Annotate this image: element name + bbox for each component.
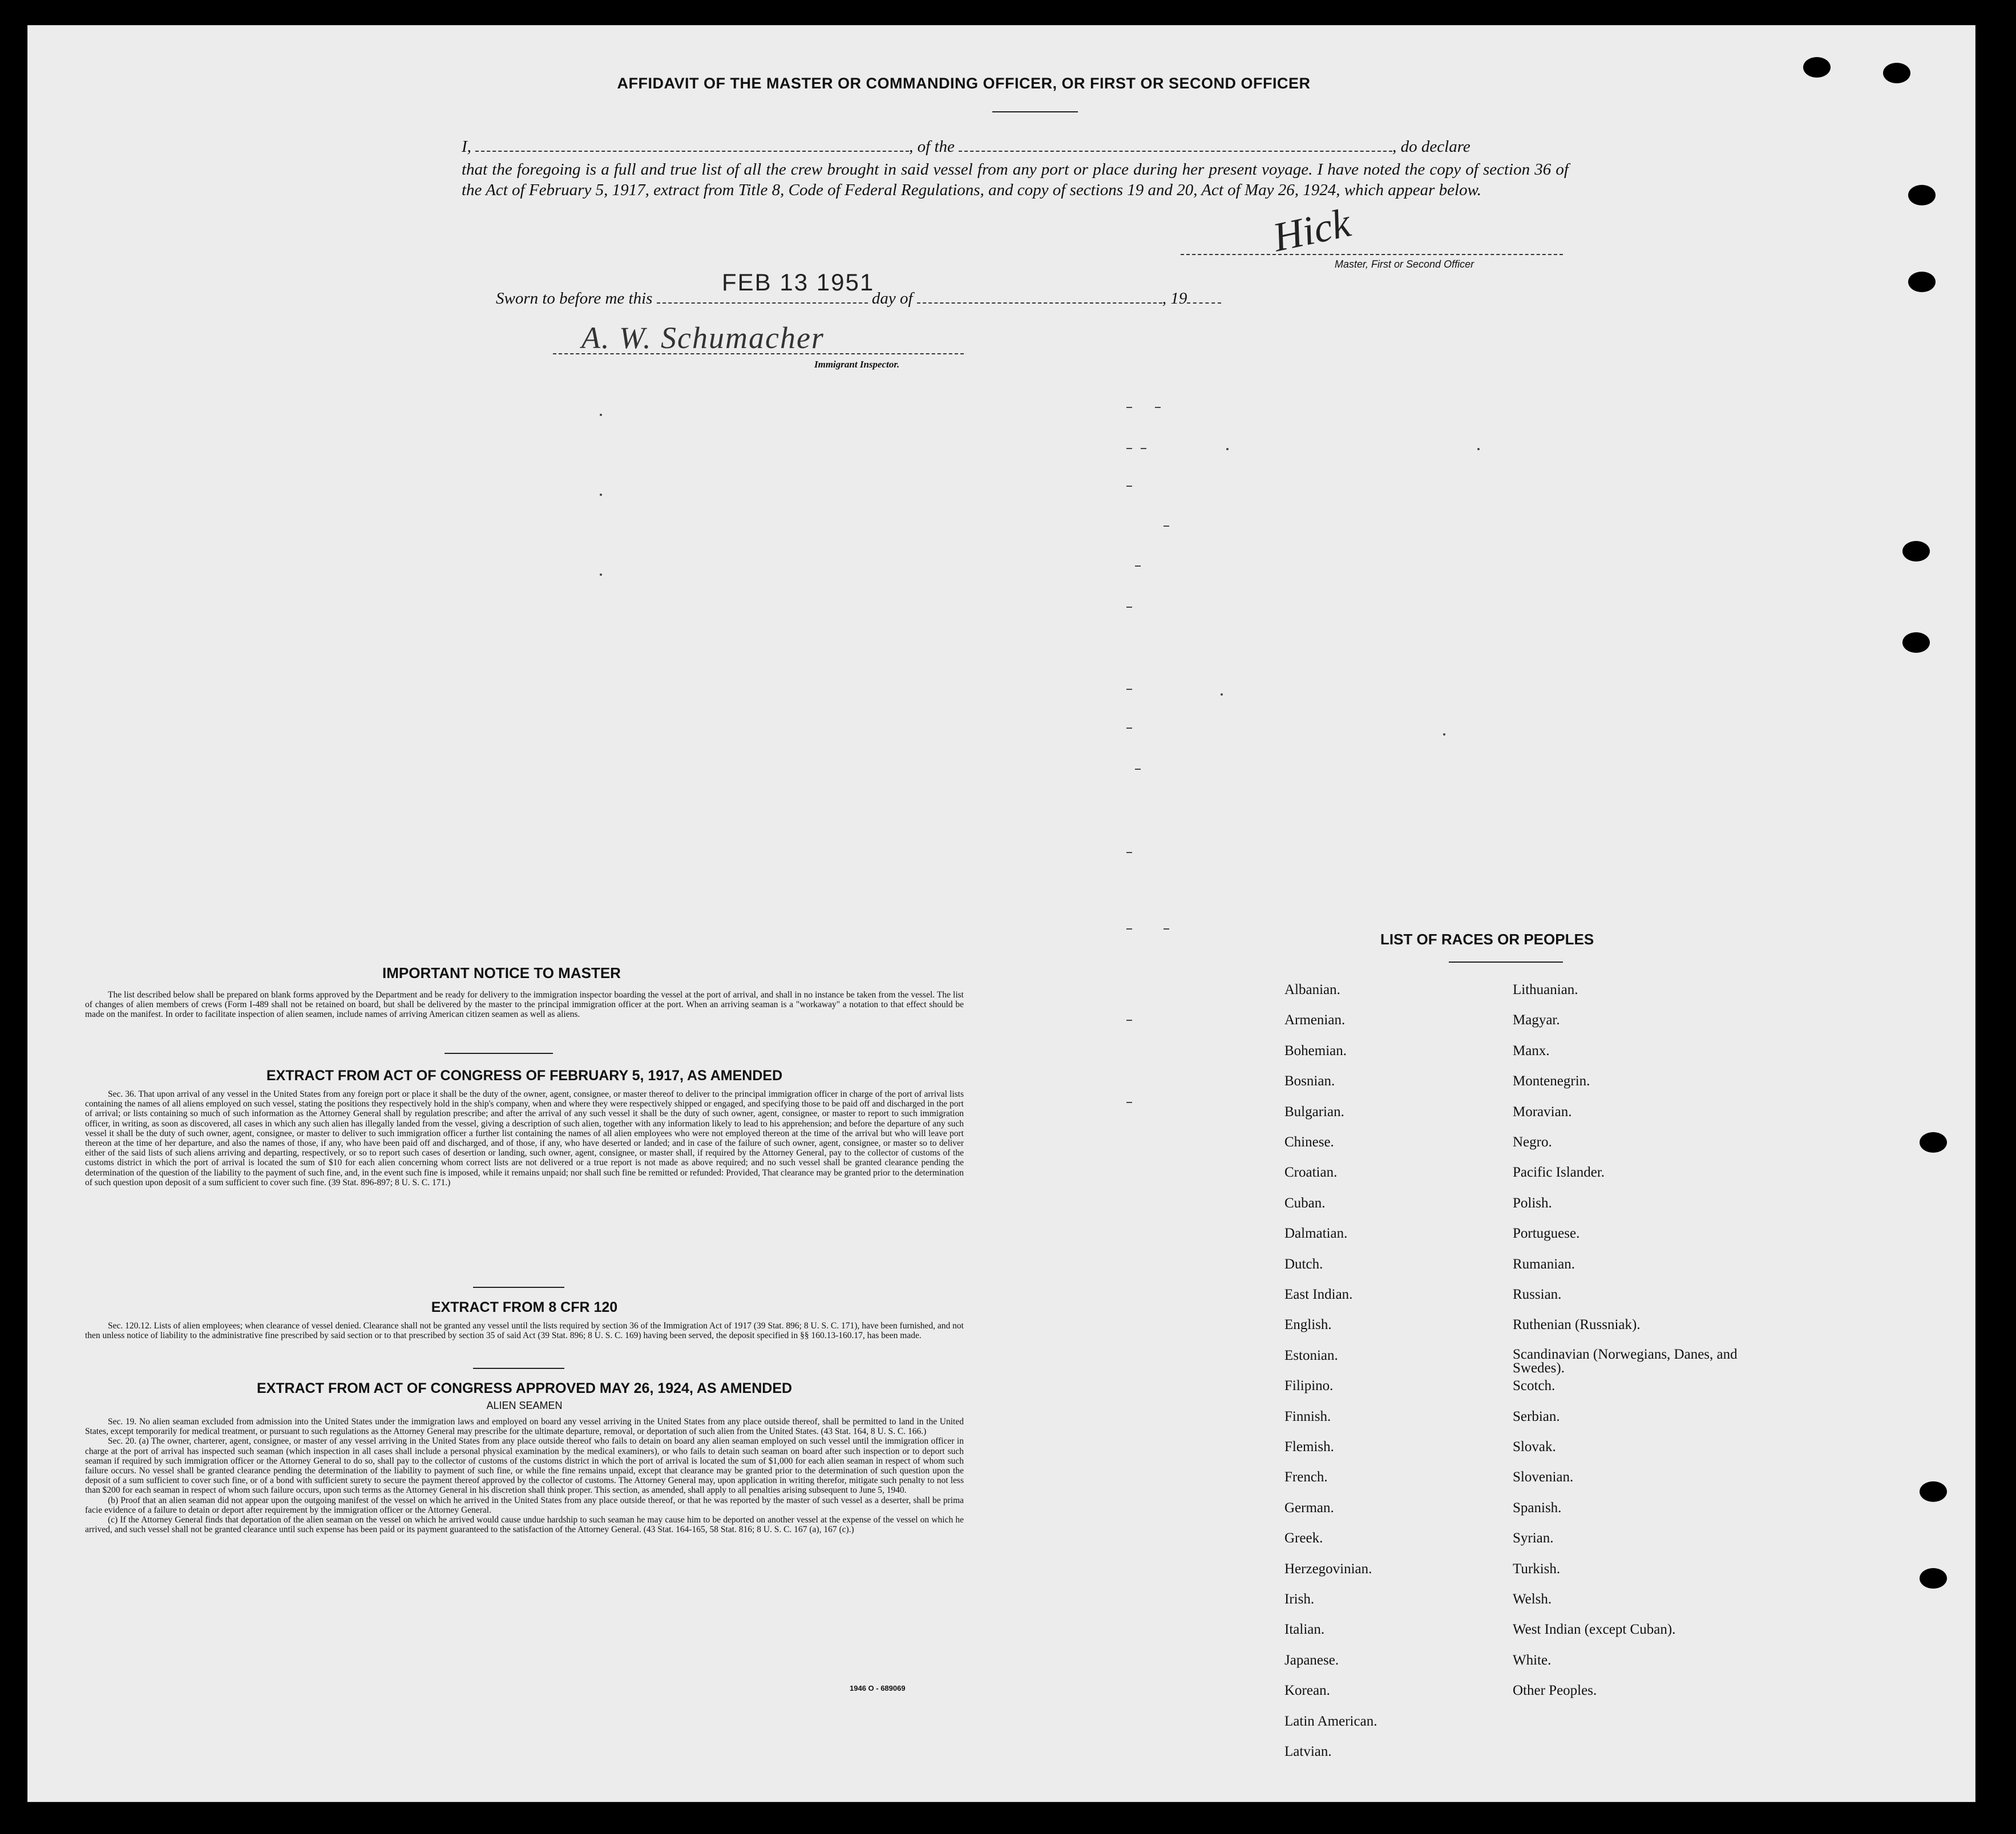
race-item: German. [1284, 1500, 1334, 1516]
stray-mark [1126, 448, 1132, 449]
stray-mark [1126, 607, 1132, 608]
inspector-signature: A. W. Schumacher [581, 321, 825, 355]
race-item: Spanish. [1513, 1500, 1562, 1516]
race-item: Negro. [1513, 1134, 1552, 1150]
print-code: 1946 O - 689069 [850, 1684, 906, 1692]
race-item: Russian. [1513, 1287, 1562, 1302]
date-stamp: FEB 13 1951 [722, 269, 875, 296]
race-item: Slovenian. [1513, 1469, 1574, 1485]
stray-mark [1141, 448, 1146, 449]
race-item: Chinese. [1284, 1134, 1334, 1150]
year-label: , 19 [1162, 289, 1187, 308]
stray-mark [1155, 407, 1161, 408]
race-item: Rumanian. [1513, 1256, 1575, 1272]
race-item: West Indian (except Cuban). [1513, 1622, 1676, 1638]
punch-hole [1902, 632, 1930, 653]
notice-paragraph: The list described below shall be prepared on blank forms approved by the Department and be ready for delivery to the immigration inspector boarding the vessel at the port of arrival, and shall in no instance be taken from the vessel. The list of changes of alien members of crews (Form I-489 shall not be retained on board, but shall be delivered by the master to the principal immigration officer at the port. When an arriving seaman is a "workaway" a notation to that effect should be made on the manifest. In order to facilitate inspection of alien seamen, include names of arriving American citizen seamen as well as aliens. [85, 990, 964, 1020]
name-blank [475, 151, 909, 152]
race-item: White. [1513, 1652, 1552, 1668]
race-item: Montenegrin. [1513, 1073, 1590, 1089]
extract-1924-title: EXTRACT FROM ACT OF CONGRESS APPROVED MAY 26, 1924, AS AMENDED [256, 1380, 793, 1396]
stray-dot [600, 494, 602, 496]
master-signature-line [1181, 254, 1563, 255]
stray-mark [1163, 526, 1169, 527]
sec-120-12-paragraph: Sec. 120.12. Lists of alien employees; when clearance of vessel denied. Clearance shall not be granted any vessel until the lists required by section 36 of the Immigration Act of 1917 (39 Stat. 896; 8 U. S. C. 171), have been furnished, and not then unless notice of liability to the administrative fine prescribed by said section or to that prescribed by section 35 of said Act (39 Stat. 896; 8 U. S. C. 169) having been served, the deposit specified in §§ 160.13-160.17, has been made. [85, 1321, 964, 1341]
sec-20c-paragraph: (c) If the Attorney General finds that deportation of the alien seaman on the vessel on which he arrived would cause undue hardship to such seaman he may cause him to be deported on another vessel at the expense of the vessel on which he arrived, and such vessel shall not be granted clearance until such expense has been paid or its payment guaranteed to the satisfaction of the Attorney General. (43 Stat. 164-165, 58 Stat. 816; 8 U. S. C. 167 (a), 167 (c).) [85, 1515, 964, 1535]
race-item: Slovak. [1513, 1439, 1556, 1455]
race-item: Scotch. [1513, 1378, 1556, 1394]
title-rule [992, 111, 1078, 112]
section-rule [473, 1368, 564, 1369]
master-label: Master, First or Second Officer [1335, 258, 1474, 270]
race-item: Pacific Islander. [1513, 1165, 1605, 1181]
race-item: Lithuanian. [1513, 982, 1578, 997]
punch-hole [1920, 1568, 1947, 1589]
race-item: Japanese. [1284, 1652, 1339, 1668]
race-item: Cuban. [1284, 1195, 1326, 1211]
race-item: Other Peoples. [1513, 1683, 1597, 1699]
sworn-label: Sworn to before me this [496, 289, 653, 308]
year-blank [1187, 302, 1221, 304]
manifest-page [27, 25, 1975, 1802]
race-item: Armenian. [1284, 1012, 1346, 1028]
inspector-label: Immigrant Inspector. [814, 359, 900, 370]
i-label: I, [462, 138, 471, 156]
race-item: English. [1284, 1317, 1332, 1333]
sec-20a-paragraph: Sec. 20. (a) The owner, charterer, agent, consignee, or master of any vessel arriving in the United States from any place outside thereof who fails to detain on board any alien seaman employed on such vessel until the immigration officer in charge at the port of arrival has inspected such seaman (which inspection in all cases shall include a personal physical examination by the medical examiners), or who fails to detain such seaman on board after such inspection or to deport such seaman if required by such immigration officer or the Attorney General to do so, shall pay to the collector of customs of the customs district in which the port of arrival is located the sum of $1,000 for each alien seaman in respect of whom such failure occurs. No vessel shall be granted clearance pending the determination of the liability to payment of such fine, or while the fine remains unpaid, except that clearance may be granted prior to the determination of such question upon the deposit of a sum sufficient to cover such fine, or of a bond with sufficient surety to secure the payment thereof approved by the collector of customs. The Attorney General may, upon application in writing therefor, mitigate such penalty to not less than $200 for each seaman in respect of whom such failure occurs, upon such terms as the Attorney General in his discretion shall think proper. This section, as amended, shall apply to all penalties arising subsequent to June 5, 1940. [85, 1436, 964, 1496]
race-item: Magyar. [1513, 1012, 1560, 1028]
race-item: Latin American. [1284, 1713, 1377, 1729]
vessel-blank [959, 151, 1392, 152]
race-item: Dutch. [1284, 1256, 1323, 1272]
inspector-signature-line [553, 353, 964, 354]
stray-mark [1126, 407, 1132, 408]
stray-dot [1443, 733, 1445, 736]
extract-cfr-title: EXTRACT FROM 8 CFR 120 [431, 1299, 618, 1315]
stray-dot [1477, 448, 1480, 450]
race-item: Bosnian. [1284, 1073, 1335, 1089]
race-item: Syrian. [1513, 1530, 1554, 1546]
stray-mark [1126, 928, 1132, 930]
race-item: Bohemian. [1284, 1043, 1347, 1059]
punch-hole [1803, 57, 1831, 78]
sworn-blank [657, 302, 868, 304]
stray-mark [1126, 1102, 1132, 1103]
stray-dot [1226, 448, 1229, 450]
stray-mark [1135, 769, 1141, 770]
extract-1924-body [85, 1417, 964, 1534]
punch-hole [1902, 541, 1930, 561]
race-item: Croatian. [1284, 1165, 1338, 1181]
extract-cfr-body [85, 1321, 964, 1340]
stray-mark [1135, 565, 1141, 567]
section-rule [473, 1287, 564, 1288]
race-item: Herzegovinian. [1284, 1561, 1372, 1577]
extract-1917-body [85, 1089, 964, 1187]
punch-hole [1908, 185, 1936, 205]
race-item: Bulgarian. [1284, 1104, 1344, 1120]
race-item: Albanian. [1284, 982, 1340, 997]
notice-body [85, 990, 964, 1020]
stray-mark [1126, 728, 1132, 729]
stray-mark [1163, 928, 1169, 930]
stray-mark [1126, 852, 1132, 853]
race-item: Estonian. [1284, 1347, 1338, 1363]
do-declare-label: , do declare [1392, 138, 1470, 156]
affidavit-title: AFFIDAVIT OF THE MASTER OR COMMANDING OFFICER, OR FIRST OR SECOND OFFICER [617, 75, 1311, 92]
race-item: Flemish. [1284, 1439, 1334, 1455]
affidavit-body: that the foregoing is a full and true list of all the crew brought in said vessel from any port or place during her present voyage. I have noted the copy of section 36 of the Act of February 5, 1917, extract from Title 8, Code of Federal Regulations, and copy of sections 19 and 20, Act of May 26, 1924, which appear below. [462, 160, 1569, 199]
race-item: Welsh. [1513, 1591, 1552, 1607]
extract-1917-title: EXTRACT FROM ACT OF CONGRESS OF FEBRUARY 5, 1917, AS AMENDED [266, 1068, 783, 1084]
punch-hole [1920, 1481, 1947, 1502]
race-item: Manx. [1513, 1043, 1550, 1059]
stray-mark [1126, 689, 1132, 690]
stray-dot [600, 414, 602, 416]
of-the-label: , of the [909, 138, 955, 156]
stray-dot [1221, 693, 1223, 696]
race-item: East Indian. [1284, 1287, 1353, 1302]
race-item: Filipino. [1284, 1378, 1334, 1394]
race-item: Scandinavian (Norwegians, Danes, and Swedes). [1513, 1346, 1738, 1376]
race-item: French. [1284, 1469, 1328, 1485]
stray-mark [1126, 486, 1132, 487]
month-blank [917, 302, 1162, 304]
declaration-line [462, 138, 1580, 156]
race-item: Portuguese. [1513, 1226, 1580, 1242]
sec-20b-paragraph: (b) Proof that an alien seaman did not appear upon the outgoing manifest of the vessel on which he arrived in the United States from any place outside thereof, or that he was reported by the master of such vessel as a deserter, shall be prima facie evidence of a failure to detain or deport after requirement by the immigration officer or the Attorney General. [85, 1495, 964, 1515]
day-of-label: day of [871, 289, 913, 308]
race-item: Greek. [1284, 1530, 1323, 1546]
sec-19-paragraph: Sec. 19. No alien seaman excluded from admission into the United States under the immigration laws and employed on board any vessel arriving in the United States from any place outside thereof, shall be permitted to land in the United States, except temporarily for medical treatment, or pursuant to such regulations as the Attorney General may prescribe for the ultimate departure, removal, or deportation of such alien from the United States. (43 Stat. 164, 8 U. S. C. 166.) [85, 1417, 964, 1437]
section-36-paragraph: Sec. 36. That upon arrival of any vessel in the United States from any foreign port or place it shall be the duty of the owner, agent, consignee, or master thereof to deliver to the principal immigration officer in charge of the port of arrival lists containing the names of all aliens employed on such vessel, stating the positions they respectively hold in the ship's company, when and where they were respectively shipped or engaged, and specifying those to be paid off and discharged in the port of arrival; or lists containing so much of such information as the Attorney General shall by regulation prescribe; and after the arrival of any such vessel it shall be the duty of such owner, agent, consignee, or master to report to such immigration officer, in writing, as soon as discovered, all cases in which any such alien has illegally landed from the vessel, giving a description of such alien, together with any information likely to lead to his apprehension; and before the departure of any such vessel it shall be the duty of such owner, agent, consignee, or master to deliver to such immigration officer a further list containing the names of all alien employees who were not employed thereon at the time of the arrival but who will leave port thereon at the time of her departure, and also the names of those, if any, who have been paid off and discharged, and of those, if any, who have deserted or landed; and in case of the failure of such owner, agent, consignee, or master so to deliver either of the said lists of such aliens arriving and departing, respectively, or so to report such cases of desertion or landing, such owner, agent, consignee, or master shall, if required by the Attorney General, pay to the collector of customs of the customs district in which the port of arrival is located the sum of $10 for each alien concerning whom correct lists are not delivered or a true report is not made as above required; and no such vessel shall be granted clearance pending the determination of the question of the liability to the payment of such fine, and, in the event such fine is imposed, while it remains unpaid; nor shall such fine be remitted or refunded: Provided, That clearance may be granted prior to the determination of such question upon deposit of a sum sufficient to cover such fine. (39 Stat. 896-897; 8 U. S. C. 171.) [85, 1089, 964, 1187]
races-title-rule [1449, 962, 1563, 963]
punch-hole [1908, 272, 1936, 292]
punch-hole [1883, 63, 1910, 83]
race-item: Italian. [1284, 1622, 1325, 1638]
race-item: Dalmatian. [1284, 1226, 1348, 1242]
race-item: Moravian. [1513, 1104, 1572, 1120]
race-item: Serbian. [1513, 1408, 1560, 1424]
alien-seamen-subtitle: ALIEN SEAMEN [486, 1400, 563, 1411]
race-item: Turkish. [1513, 1561, 1561, 1577]
punch-hole [1920, 1132, 1947, 1153]
race-item: Polish. [1513, 1195, 1552, 1211]
stray-dot [600, 573, 602, 576]
master-signature: Hick [1268, 199, 1355, 261]
stray-mark [1126, 1020, 1132, 1021]
section-rule [445, 1053, 553, 1054]
race-item: Ruthenian (Russniak). [1513, 1317, 1641, 1333]
race-item: Korean. [1284, 1683, 1330, 1699]
race-item: Finnish. [1284, 1408, 1331, 1424]
races-title: LIST OF RACES OR PEOPLES [1380, 931, 1594, 948]
race-item: Irish. [1284, 1591, 1315, 1607]
race-item: Latvian. [1284, 1744, 1332, 1759]
notice-title: IMPORTANT NOTICE TO MASTER [382, 964, 621, 981]
